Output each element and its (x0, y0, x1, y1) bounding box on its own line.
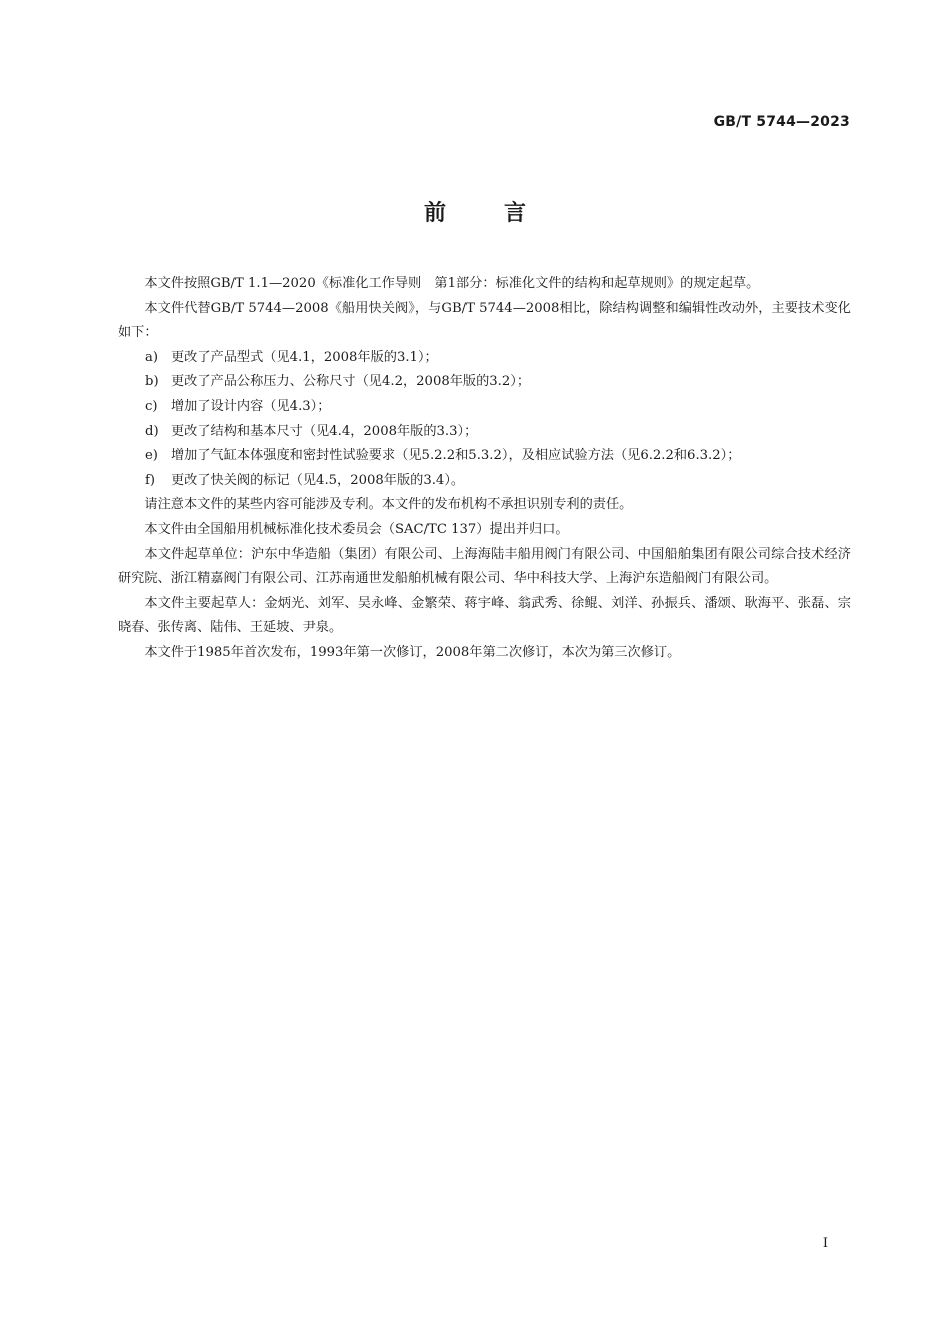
document-body (118, 272, 851, 666)
paragraph-drafting-rules: 本文件按照GB/T 1.1—2020《标准化工作导则 第1部分：标准化文件的结构和起草规则》的规定起草。 (144, 276, 760, 291)
list-marker: c) (145, 398, 158, 414)
paragraph-revision-history: 本文件于1985年首次发布，1993年第一次修订，2008年第二次修订，本次为第三次修订。 (144, 644, 681, 660)
list-marker: d) (145, 423, 159, 439)
list-item-text: 增加了气缸本体强度和密封性试验要求（见5.2.2和5.3.2），及相应试验方法（见6.2.2和6.3.2）； (171, 448, 741, 464)
list-item (118, 469, 851, 494)
list-item-text: 更改了快关阀的标记（见4.5，2008年版的3.4）。 (171, 472, 465, 488)
standard-code: GB/T 5744—2023 (713, 114, 850, 130)
list-item-text: 增加了设计内容（见4.3）； (171, 398, 331, 414)
paragraph-replacement: 本文件代替GB/T 5744—2008《船用快关阀》，与GB/T 5744—2008相比，除结构调整和编辑性改动外，主要技术变化如下： (118, 300, 851, 341)
list-item-text: 更改了产品公称压力、公称尺寸（见4.2，2008年版的3.2）； (171, 374, 531, 390)
list-marker: e) (145, 448, 158, 464)
paragraph-proposer: 本文件由全国船用机械标准化技术委员会（SAC/TC 137）提出并归口。 (144, 521, 569, 537)
paragraph-drafters: 本文件主要起草人：金炳光、刘军、吴永峰、金繁荣、蒋宇峰、翁武秀、徐鲲、刘洋、孙振兵、潘颂、耿海平、张磊、宗晓春、张传离、陆伟、王延坡、尹泉。 (118, 595, 851, 636)
list-item-text: 更改了产品型式（见4.1，2008年版的3.1）； (171, 349, 438, 365)
page-title: 前言 (423, 201, 584, 226)
list-item (118, 420, 851, 445)
list-item (118, 370, 851, 395)
list-item (118, 444, 851, 469)
list-item (118, 395, 851, 420)
list-marker: a) (145, 349, 159, 365)
paragraph-drafting-organizations: 本文件起草单位：沪东中华造船（集团）有限公司、上海海陆丰船用阀门有限公司、中国船舶集团有限公司综合技术经济研究院、浙江精嘉阀门有限公司、江苏南通世发船舶机械有限公司、华中科技大学、上海沪东造船阀门有限公司。 (118, 546, 851, 587)
list-marker: f) (145, 472, 156, 488)
list-marker: b) (145, 374, 159, 390)
page-number: I (822, 1236, 828, 1251)
list-item (118, 346, 851, 371)
list-item-text: 更改了结构和基本尺寸（见4.4，2008年版的3.3）； (171, 423, 478, 439)
technical-changes-list (118, 346, 851, 494)
paragraph-patent-notice: 请注意本文件的某些内容可能涉及专利。本文件的发布机构不承担识别专利的责任。 (144, 497, 633, 513)
